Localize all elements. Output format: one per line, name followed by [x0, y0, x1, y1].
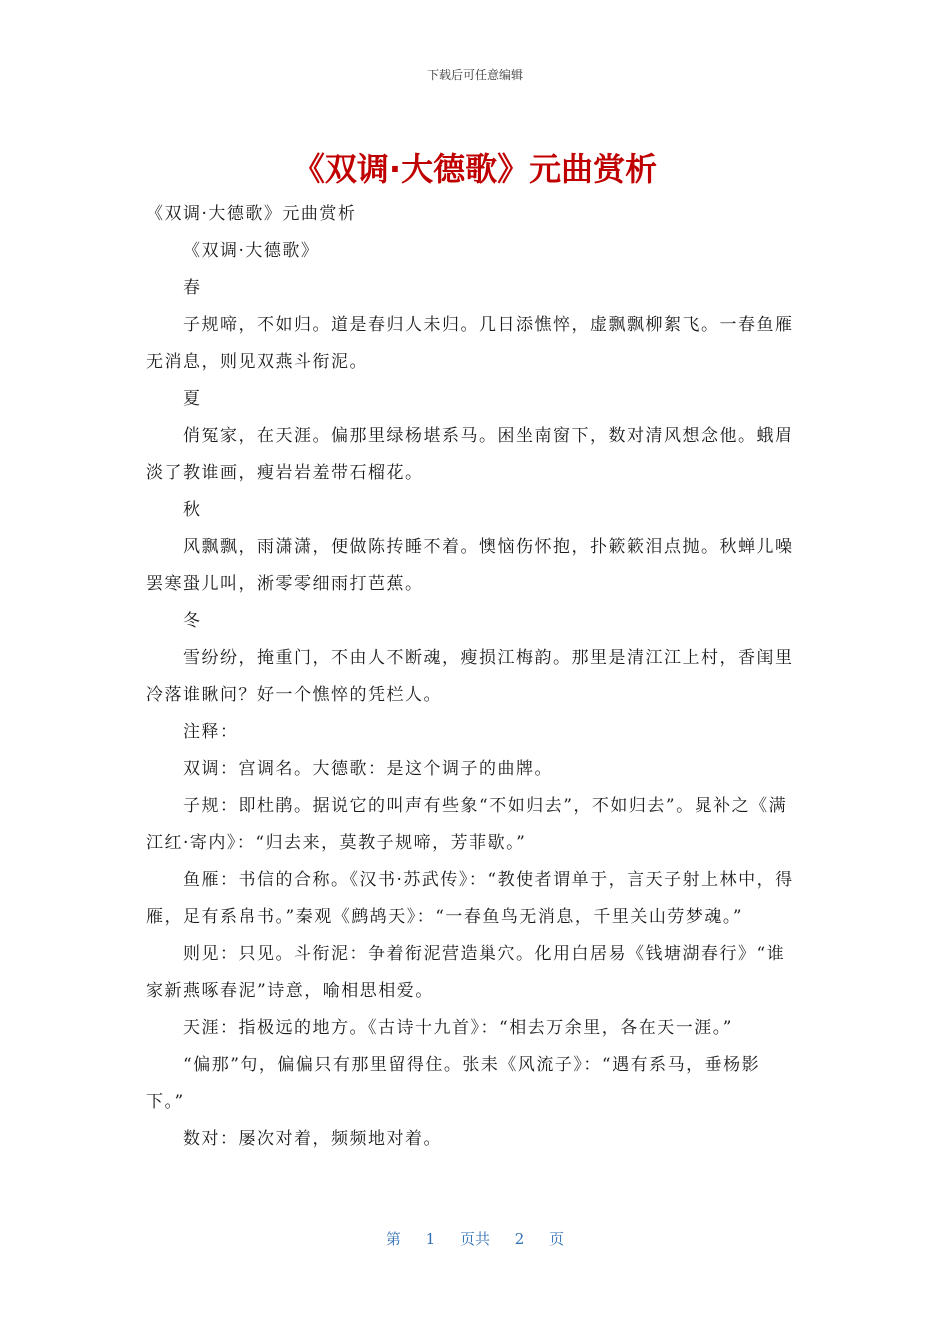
- document-body: [146, 196, 796, 1158]
- note-paragraph: 数对：屡次对着，频频地对着。: [183, 1129, 442, 1149]
- note-paragraph: 双调：宫调名。大德歌：是这个调子的曲牌。: [183, 759, 553, 779]
- note-paragraph: “偏那”句，偏偏只有那里留得住。张耒《风流子》：“遇有系马，垂杨影下。”: [146, 1055, 761, 1112]
- document-title: 《双调·大德歌》元曲赏析: [292, 150, 658, 188]
- note-paragraph: 天涯：指极远的地方。《古诗十九首》：“相去万余里，各在天一涯。”: [183, 1018, 733, 1038]
- subtitle-line: 《双调·大德歌》元曲赏析: [146, 204, 357, 224]
- season-heading-summer: 夏: [183, 389, 202, 409]
- season-heading-winter: 冬: [183, 611, 202, 631]
- poem-stanza-spring: 子规啼，不如归。道是春归人未归。几日添憔悴，虚飘飘柳絮飞。一春鱼雁无消息，则见双燕斗衔泥。: [146, 315, 794, 372]
- page-mid: 页共: [459, 1230, 490, 1248]
- page-label: 第: [385, 1230, 401, 1248]
- page-current: 1: [425, 1230, 436, 1248]
- note-paragraph: 子规：即杜鹃。据说它的叫声有些象“不如归去”，不如归去”。晁补之《满江红·寄内》：“归去来，莫教子规啼，芳菲歇。”: [146, 796, 788, 853]
- page-footer: [0, 1228, 950, 1249]
- notes-heading: 注释：: [183, 722, 239, 742]
- season-heading-autumn: 秋: [183, 500, 202, 520]
- page-total: 2: [514, 1230, 525, 1248]
- poem-stanza-summer: 俏冤家，在天涯。偏那里绿杨堪系马。困坐南窗下，数对清风想念他。蛾眉淡了教谁画，瘦岩岩羞带石榴花。: [146, 426, 794, 483]
- poem-stanza-winter: 雪纷纷，掩重门，不由人不断魂，瘦损江梅韵。那里是清江江上村，香闺里冷落谁瞅问？好一个憔悴的凭栏人。: [146, 648, 794, 705]
- note-paragraph: 鱼雁：书信的合称。《汉书·苏武传》：“教使者谓单于，言天子射上林中，得雁，足有系帛书。”秦观《鹧鸪天》：“一春鱼鸟无消息，千里关山劳梦魂。”: [146, 870, 794, 927]
- season-heading-spring: 春: [183, 278, 202, 298]
- note-paragraph: 则见：只见。斗衔泥：争着衔泥营造巢穴。化用白居易《钱塘湖春行》“谁家新燕啄春泥”诗意，喻相思相爱。: [146, 944, 786, 1001]
- poem-title: 《双调·大德歌》: [183, 241, 320, 261]
- page-end: 页: [549, 1230, 565, 1248]
- header-note: 下载后可任意编辑: [426, 68, 523, 82]
- poem-stanza-autumn: 风飘飘，雨潇潇，便做陈抟睡不着。懊恼伤怀抱，扑簌簌泪点抛。秋蝉儿噪罢寒蛩儿叫，淅零零细雨打芭蕉。: [146, 537, 794, 594]
